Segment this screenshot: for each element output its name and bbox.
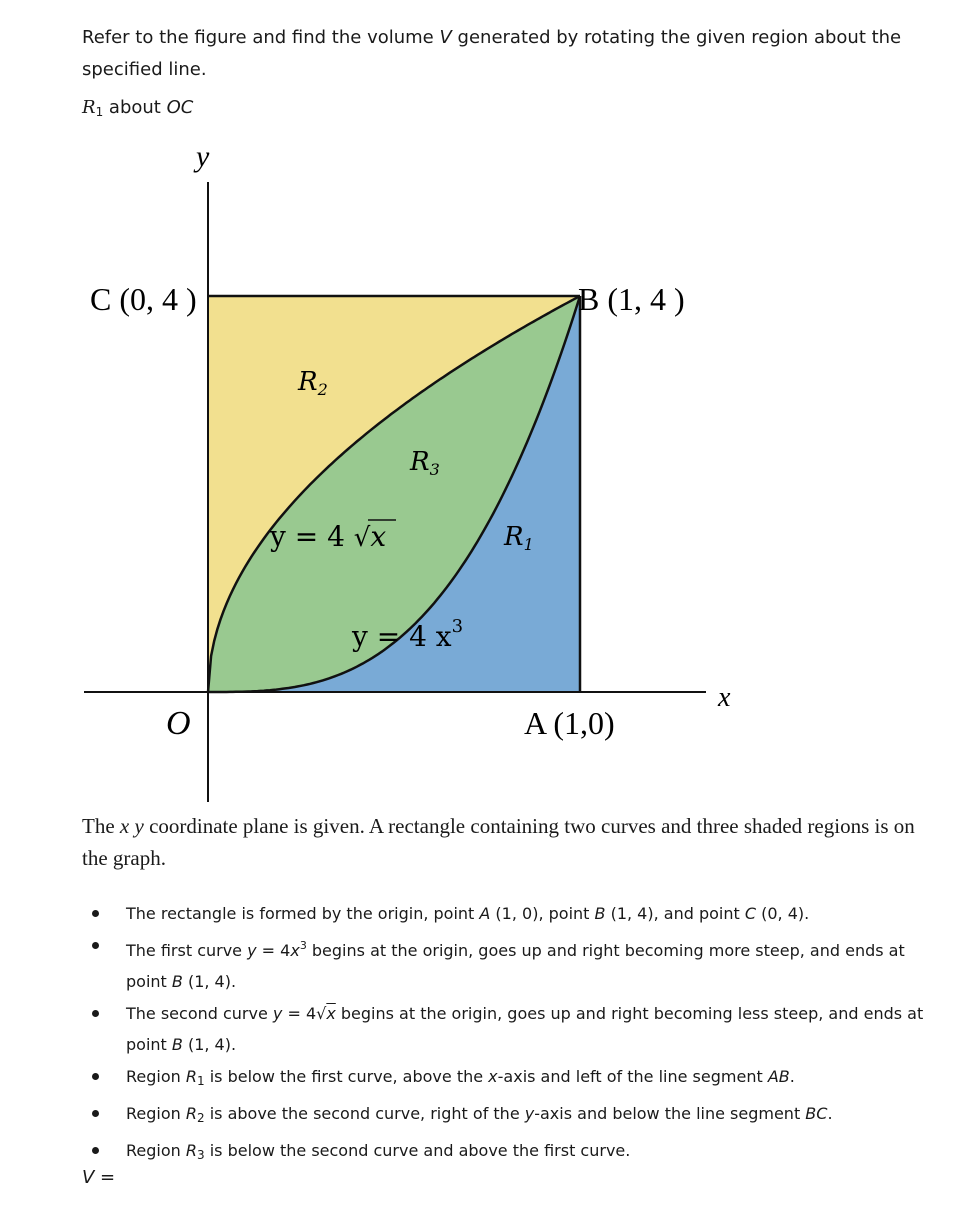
- list-item: Region $R_1$ is below the first curve, above the x-axis and left of the line segment AB.: [82, 1061, 932, 1097]
- x-axis-label: x: [718, 682, 731, 713]
- alt-text-1: The: [82, 814, 120, 838]
- point-a-label: A (1,0): [524, 705, 615, 741]
- list-item: The rectangle is formed by the origin, point A (1, 0), point B (1, 4), and point C (0, 4).: [82, 898, 932, 929]
- answer-var: V: [82, 1167, 95, 1188]
- region-subscript: 1: [95, 105, 104, 119]
- origin-label: O: [166, 705, 191, 742]
- description-list: [82, 898, 932, 1172]
- list-item: The first curve $y = 4x^3$ begins at the origin, goes up and right becoming more steep, and ends at point B (1, 4).: [82, 930, 932, 997]
- alt-text-2: coordinate plane is given. A rectangle containing two curves and three shaded regions is on the graph.: [82, 814, 915, 870]
- list-item: The second curve y = 4√x begins at the origin, goes up and right becoming less steep, and ends at point B (1, 4).: [82, 998, 932, 1060]
- region-about-text: about: [103, 97, 167, 118]
- answer-field-label: [82, 1166, 115, 1190]
- list-item: Region $R_2$ is above the second curve, right of the y-axis and below the line segment BC.: [82, 1098, 932, 1134]
- region-r1-label: R1: [504, 522, 534, 554]
- curve-cubic-label: y = 4 $x^3$: [352, 616, 464, 653]
- prompt-text-2: generated by rotating the given region about the specified line.: [82, 27, 902, 80]
- region-spec: [82, 94, 193, 126]
- answer-equals: =: [94, 1167, 116, 1188]
- prompt-volume-var: V: [439, 27, 452, 48]
- axis-label: OC: [166, 97, 194, 118]
- prompt-text-1: Refer to the figure and find the volume: [82, 27, 440, 48]
- sqrt-sign: √: [353, 523, 371, 553]
- region-symbol: R: [82, 97, 96, 118]
- alt-vars: x y: [119, 814, 144, 838]
- figure-description: [82, 810, 922, 874]
- question-prompt: [82, 22, 902, 86]
- point-b-label: B (1, 4 ): [578, 281, 685, 317]
- region-r3-label: R3: [410, 447, 440, 479]
- y-axis-label: y: [196, 140, 210, 173]
- point-c-label: C (0, 4 ): [90, 281, 197, 317]
- curve-sqrt-label: y = 4 √x: [270, 520, 387, 553]
- list-item: Region $R_3$ is below the second curve and above the first curve.: [82, 1135, 932, 1171]
- figure: [0, 130, 760, 810]
- region-r2-label: R2: [298, 367, 328, 399]
